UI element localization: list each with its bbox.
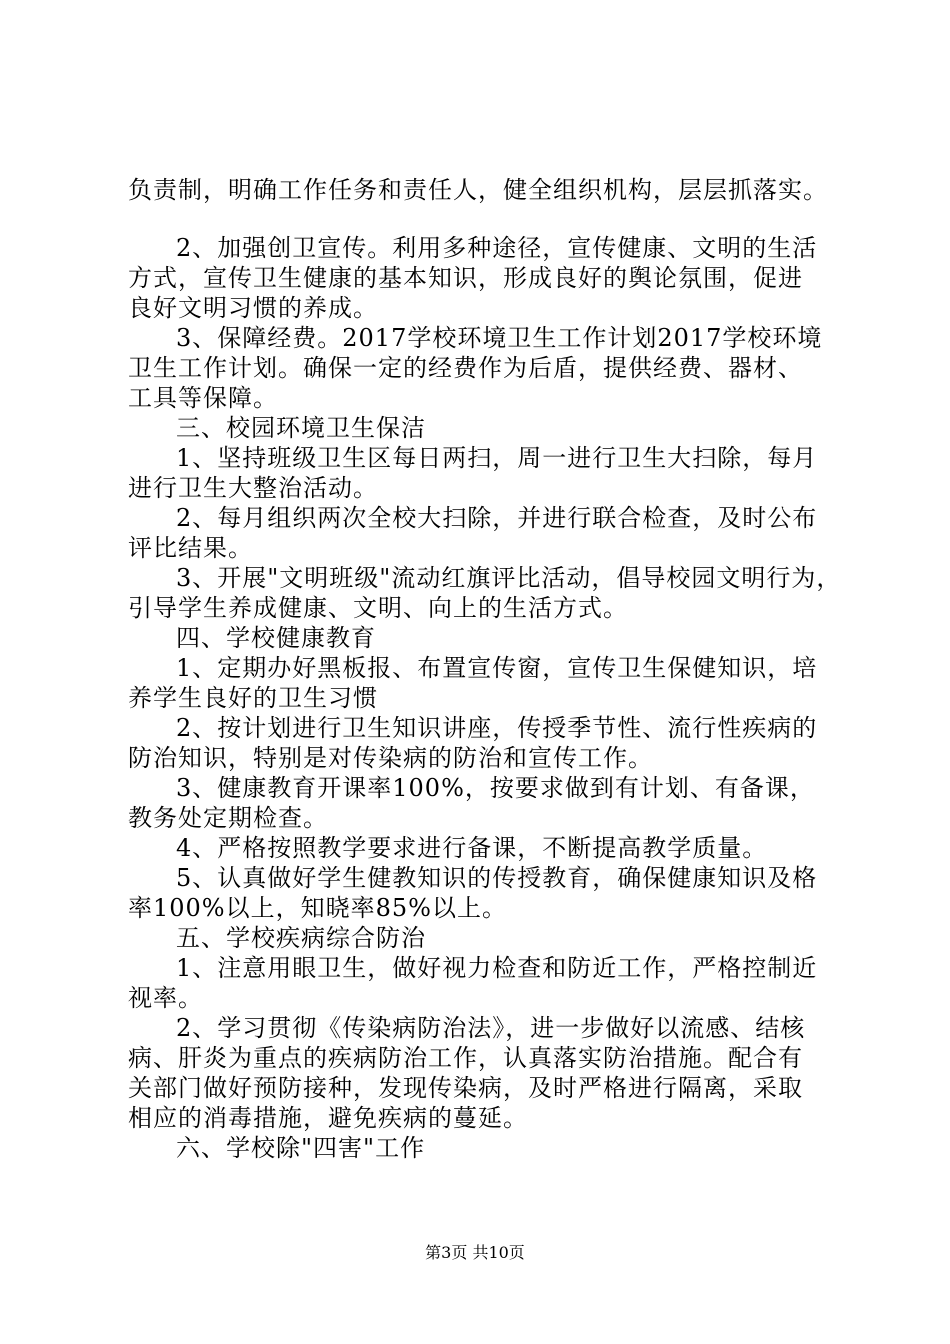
text-line: 1、定期办好黑板报、布置宣传窗，宣传卫生保健知识，培 — [176, 654, 818, 682]
text-line: 六、学校除"四害"工作 — [176, 1134, 426, 1162]
document-body — [128, 175, 840, 1163]
text-line: 5、认真做好学生健教知识的传授教育，确保健康知识及格 — [176, 864, 818, 892]
text-line: 卫生工作计划。确保一定的经费作为后盾，提供经费、器材、 — [128, 354, 803, 382]
text-line: 四、学校健康教育 — [176, 624, 376, 652]
text-line: 病、肝炎为重点的疾病防治工作，认真落实防治措施。配合有 — [128, 1044, 803, 1072]
text-line: 2、每月组织两次全校大扫除，并进行联合检查，及时公布 — [176, 504, 818, 532]
text-line: 三、校园环境卫生保洁 — [176, 414, 426, 442]
text-line: 引导学生养成健康、文明、向上的生活方式。 — [128, 594, 628, 622]
text-line: 2、按计划进行卫生知识讲座，传授季节性、流行性疾病的 — [176, 714, 818, 742]
paragraph-gap — [128, 205, 840, 233]
text-line: 4、严格按照教学要求进行备课，不断提高教学质量。 — [176, 834, 768, 862]
text-line: 关部门做好预防接种，发现传染病，及时严格进行隔离，采取 — [128, 1074, 803, 1102]
text-line: 1、坚持班级卫生区每日两扫，周一进行卫生大扫除，每月 — [176, 444, 818, 472]
text-line: 进行卫生大整治活动。 — [128, 474, 378, 502]
text-line: 1、注意用眼卫生，做好视力检查和防近工作，严格控制近 — [176, 954, 818, 982]
text-line: 3、开展"文明班级"流动红旗评比活动，倡导校园文明行为， — [176, 564, 842, 592]
text-line: 教务处定期检查。 — [128, 804, 328, 832]
text-line: 2、学习贯彻《传染病防治法》，进一步做好以流感、结核 — [176, 1014, 806, 1042]
text-line: 率100%以上，知晓率85%以上。 — [128, 894, 507, 922]
text-line: 防治知识，特别是对传染病的防治和宣传工作。 — [128, 744, 653, 772]
text-line: 良好文明习惯的养成。 — [128, 294, 378, 322]
text-line: 养学生良好的卫生习惯 — [128, 684, 378, 712]
text-line: 相应的消毒措施，避免疾病的蔓延。 — [128, 1104, 528, 1132]
text-line: 2、加强创卫宣传。利用多种途径，宣传健康、文明的生活 — [176, 234, 818, 262]
text-line: 3、保障经费。2017学校环境卫生工作计划2017学校环境 — [176, 324, 823, 352]
text-line: 方式，宣传卫生健康的基本知识，形成良好的舆论氛围，促进 — [128, 264, 803, 292]
text-line: 3、健康教育开课率100%，按要求做到有计划、有备课， — [176, 774, 815, 802]
text-line: 视率。 — [128, 984, 203, 1012]
page-footer: 第3页 共10页 — [425, 1243, 525, 1262]
text-line: 五、学校疾病综合防治 — [176, 924, 426, 952]
text-line: 负责制，明确工作任务和责任人，健全组织机构，层层抓落实。 — [128, 176, 828, 204]
text-line: 评比结果。 — [128, 534, 253, 562]
text-line: 工具等保障。 — [128, 384, 278, 412]
